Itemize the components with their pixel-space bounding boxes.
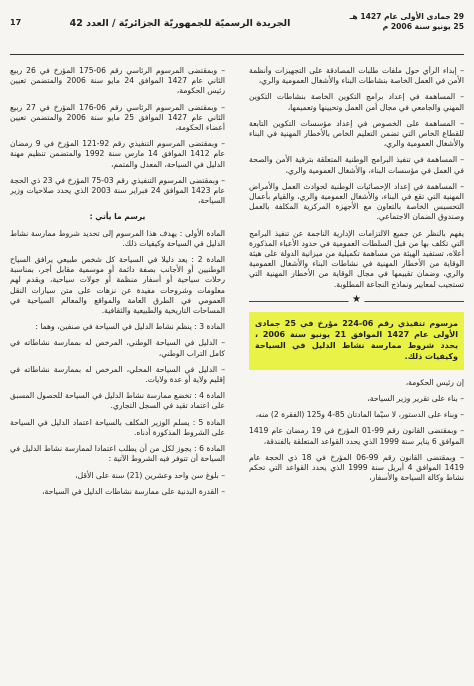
journal-title: الجريدة الرسميّة للجمهوريّة الجزائريّة / العدد 42 — [69, 18, 291, 29]
decrees-heading: يرسم ما يأتي : — [89, 212, 146, 222]
paragraph: – بلوغ سن واحد وعشرين (21) سنة على الأقل، — [75, 470, 225, 480]
decree-title-highlighted: مرسوم تنفيذي رقم 06-224 مؤرخ في 25 جمادى الأولى عام 1427 الموافق 21 يونيو سنة 2006 ، يحدد شروط ممارسة نشاط الدليل في السياحة وكيفيات ذلك. — [249, 312, 464, 370]
header-dates — [324, 12, 464, 32]
article: المادة الأولى : يهدف هذا المرسوم إلى تحديد شروط ممارسة نشاط الدليل في السياحة وكيفيات ذلك. — [10, 228, 225, 248]
paragraph: – الدليل في السياحة الوطني، المرخص له بممارسة نشاطاته في كامل التراب الوطني، — [10, 338, 225, 358]
right-column — [249, 66, 464, 680]
article: المادة 4 : تخضع ممارسة نشاط الدليل في السياحة للحصول المسبق على اعتماد تقيد في السجل التجاري. — [10, 391, 225, 411]
paragraph: يفهم بالنظر عن جميع الالتزامات الإدارية الناجمة عن تنفيذ البرامج التي تكلف بها من قبل السلطات العمومية في حدود الأعباء المذكورة أعلاه، تستفيد الهيئة من مساهمة تكميلية من ميزانية الدولة على هيئة الوقاية من الأخطار المهنية في نشاطات البناء والأشغال العمومية والري، وضمان تقييمها في مجال الوقاية من الأخطار المهنية التي تستجيب لمعايير ونماذج النجاعة المطلوبة. — [249, 228, 464, 289]
paragraph: – وبمقتضى القانون رقم 99-06 المؤرخ في 18 ذي الحجة عام 1419 الموافق 4 أبريل سنة 1999 الذي يحدد القواعد التي تحكم نشاط وكالة السياحة والأسفار، — [249, 452, 464, 483]
paragraph: – القدرة البدنية على ممارسة نشاطات الدليل في السياحة، — [42, 486, 225, 496]
paragraph: – وبمقتضى المرسوم التنفيذي رقم 92-121 المؤرخ في 9 رمضان عام 1412 الموافق 14 مارس سنة 1992 والمتضمن تنظيم مهنة الدليل في السياحة، المعدل والمتمم، — [10, 139, 225, 169]
paragraph: – المساهمة في إعداد برامج التكوين الخاصة بنشاطات التكوين المهني والجامعي في مجال أمن العمل وتحيينها وتعميمها، — [249, 92, 464, 112]
paragraph: – وبمقتضى المرسوم الرئاسي رقم 06-176 المؤرخ في 27 ربيع الثاني عام 1427 الموافق 25 مايو سنة 2006 والمتضمن تعيين أعضاء الحكومة، — [10, 102, 225, 133]
article: المادة 2 : يعد دليلا في السياحة كل شخص طبيعي يرافق السياح الوطنيين أو الأجانب بصفة دائمة أو موسمية مقابل أجر، بمناسبة رحلات سياحية أو أسفار منظمة أو جولات سياحية، ويقدم لهم معلومات وشروحات مفيدة عن نزهات على متن سيارات النقل العمومي في الطرق العامة والمواقع والمعالم السياحية في المساحات التاريخية والطبيعية والثقافية. — [10, 255, 225, 316]
paragraph: – الدليل في السياحة المحلي، المرخص له بممارسة نشاطاته في إقليم ولاية أو عدة ولايات. — [10, 364, 225, 385]
paragraph: – وبمقتضى القانون رقم 99-01 المؤرخ في 19 رمضان عام 1419 الموافق 6 يناير سنة 1999 الذي يحدد القواعد المتعلقة بالفندقة، — [249, 426, 464, 446]
header-gregorian-date: 25 يونيو سنة 2006 م — [382, 22, 464, 31]
page-header — [10, 12, 464, 62]
paragraph: إن رئيس الحكومة، — [405, 377, 464, 387]
article: المادة 6 : يجوز لكل من أن يطلب اعتمادا لممارسة نشاط الدليل في السياحة أن تتوفر فيه الشروط الآتية : — [10, 444, 225, 464]
page-number: 17 — [10, 18, 22, 27]
paragraph: – المساهمة في تنفيذ البرامج الوطنية المتعلقة بترقية الأمن والصحة في العمل في مؤسسات البناء، والأشغال العمومية والري، — [249, 155, 464, 175]
paragraph: – المساهمة في إعداد الإحصائيات الوطنية لحوادث العمل والأمراض المهنية التي تقع في البناء، والأشغال العمومية والري، والقيام بأعمال التحسيس الخاصة بالتعاون مع الأجهزة المركزية المكلفة بالعمل وصندوق الضمان الاجتماعي. — [249, 181, 464, 222]
article: المادة 5 : يسلم الوزير المكلف بالسياحة اعتماد الدليل في السياحة على الشروط المذكورة أدناه. — [10, 417, 225, 437]
paragraph: – وبناء على الدستور، لا سيّما المادتان 85-4 و125 (الفقرة 2) منه، — [255, 410, 464, 420]
paragraph: – وبمقتضى المرسوم التنفيذي رقم 03-75 المؤرخ في 23 ذي الحجة عام 1423 الموافق 24 فبراير سنة 2003 الذي يحدد صلاحيات وزير السياحة، — [10, 175, 225, 206]
header-rule — [10, 54, 464, 55]
paragraph: – المساهمة على الخصوص في إعداد مؤسسات التكوين التابعة للقطاع الخاص التي تضمن التعليم الخاص بالأخطار المهنية في البناء والأشغال العمومية والري، — [249, 118, 464, 149]
paragraph: – بناء على تقرير وزير السياحة، — [367, 394, 464, 404]
left-column — [10, 66, 225, 680]
paragraph: – وبمقتضى المرسوم الرئاسي رقم 06-175 المؤرخ في 26 ربيع الثاني عام 1427 الموافق 24 مايو سنة 2006 والمتضمن تعيين رئيس الحكومة، — [10, 66, 225, 96]
star-icon: ★ — [348, 294, 365, 305]
paragraph: – إبداء الرأي حول ملفات طلبات المصادقة على التجهيزات وأنظمة الأمن في العمل الخاصة بنشاطات البناء والأشغال العمومية والري، — [249, 66, 464, 86]
header-hijri-date: 29 جمادى الأولى عام 1427 هـ — [349, 12, 464, 21]
section-divider — [249, 293, 464, 306]
article: المادة 3 : ينظم نشاط الدليل في السياحة في صنفين، وهما : — [35, 322, 225, 332]
